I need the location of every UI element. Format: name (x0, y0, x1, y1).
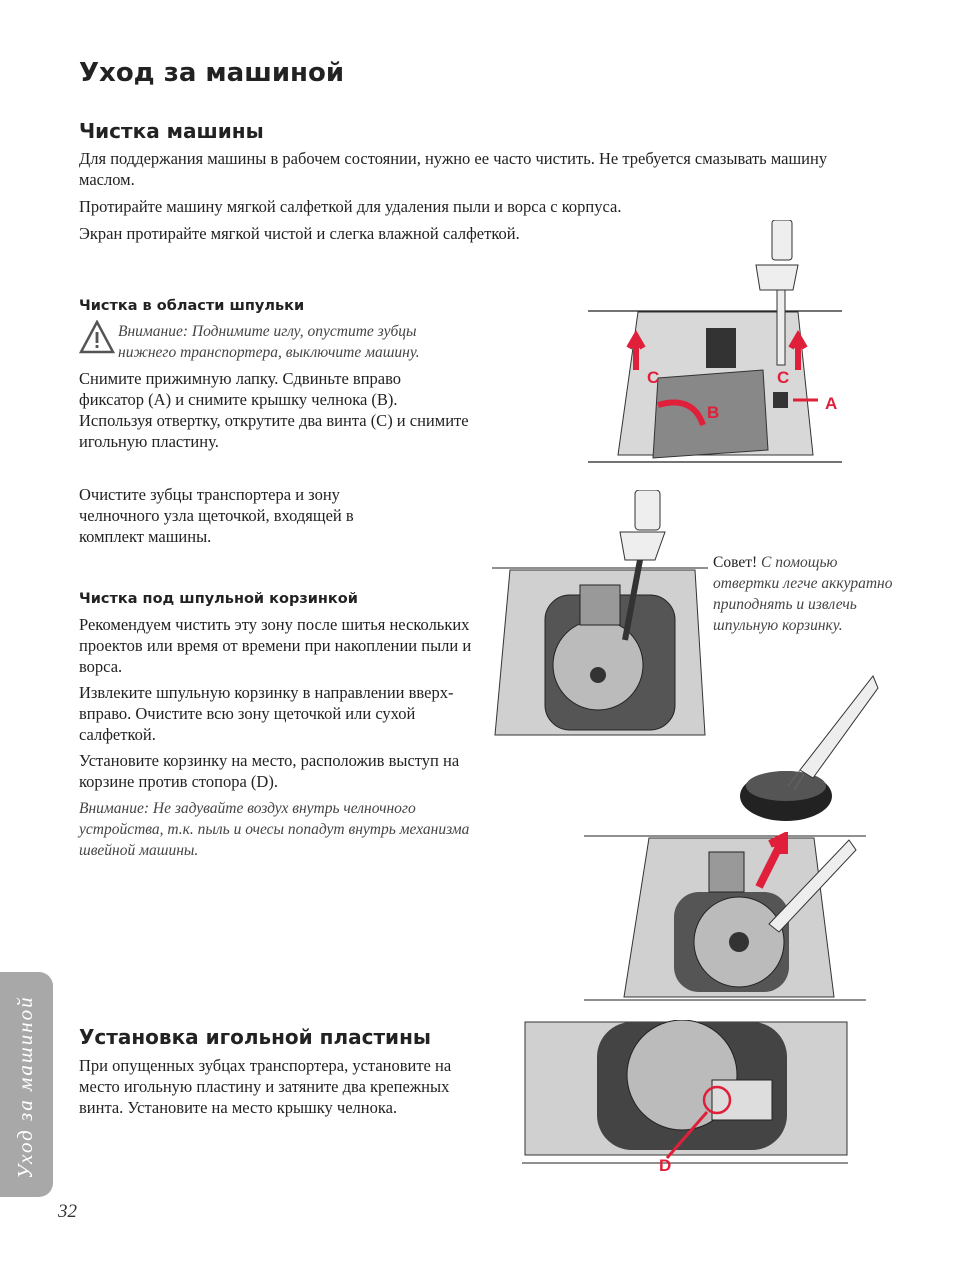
section-title-needle-plate: Установка игольной пластины (79, 1025, 431, 1049)
paragraph: Для поддержания машины в рабочем состоянии, нужно ее часто чистить. Не требуется смазывать машину маслом. (79, 149, 828, 189)
warning-icon (79, 320, 115, 354)
subsection-title-bobbin-area: Чистка в области шпульки (79, 298, 305, 314)
subsection-title-under-bobbin: Чистка под шпульной корзинкой (79, 591, 358, 607)
bobbin-area-screwdriver-illustration (490, 490, 710, 740)
paragraph: Снимите прижимную лапку. Сдвиньте вправо фиксатор (А) и снимите крышку челнока (В). Используя отвертку, открутите два винта (С) и снимите игольную пластину. (79, 369, 469, 451)
side-tab-label: Уход за машиной (13, 995, 37, 1179)
bobbin-case-brush-illustration (738, 668, 883, 833)
section-title-cleaning: Чистка машины (79, 119, 264, 143)
bobbin-area-cleaning-illustration (584, 832, 868, 1004)
label-c-right: C (777, 368, 790, 387)
tip-lead: Совет! (713, 554, 758, 571)
paragraph: Установите корзинку на место, расположив выступ на корзине против стопора (D). (79, 751, 460, 791)
label-d: D (659, 1156, 672, 1175)
bobbin-stopper-illustration (522, 1020, 850, 1165)
paragraph: Извлеките шпульную корзинку в направлении вверх-вправо. Очистите всю зону щеточкой или сухой салфеткой. (79, 683, 454, 744)
paragraph: Рекомендуем чистить эту зону после шитья нескольких проектов или время от времени при накоплении пыли и ворса. (79, 615, 472, 676)
page-title: Уход за машиной (79, 58, 345, 88)
label-a: A (825, 394, 838, 413)
tip-body: С помощью отвертки легче аккуратно приподнять и извлечь шпульную корзинку. (713, 554, 893, 634)
label-c-left: C (647, 368, 660, 387)
warning-text: Внимание: Поднимите иглу, опустите зубцы нижнего транспортера, выключите машину. (118, 323, 420, 361)
paragraph: Протирайте машину мягкой салфеткой для удаления пыли и ворса с корпуса. (79, 197, 622, 216)
paragraph: Очистите зубцы транспортера и зону челночного узла щеточкой, входящей в комплект машины. (79, 485, 354, 546)
tip-text (713, 552, 893, 636)
paragraph: Экран протирайте мягкой чистой и слегка влажной салфеткой. (79, 224, 520, 243)
label-b: B (707, 403, 720, 422)
paragraph: При опущенных зубцах транспортера, установите на место игольную пластину и затяните два крепежных винта. Установите на место крышку челнока. (79, 1056, 452, 1117)
needle-plate-illustration (588, 220, 844, 465)
side-tab (0, 972, 53, 1197)
note-text: Внимание: Не задувайте воздух внутрь челночного устройства, т.к. пыль и очесы попадут внутрь механизма швейной машины. (79, 800, 470, 859)
page-number: 32 (58, 1201, 77, 1222)
